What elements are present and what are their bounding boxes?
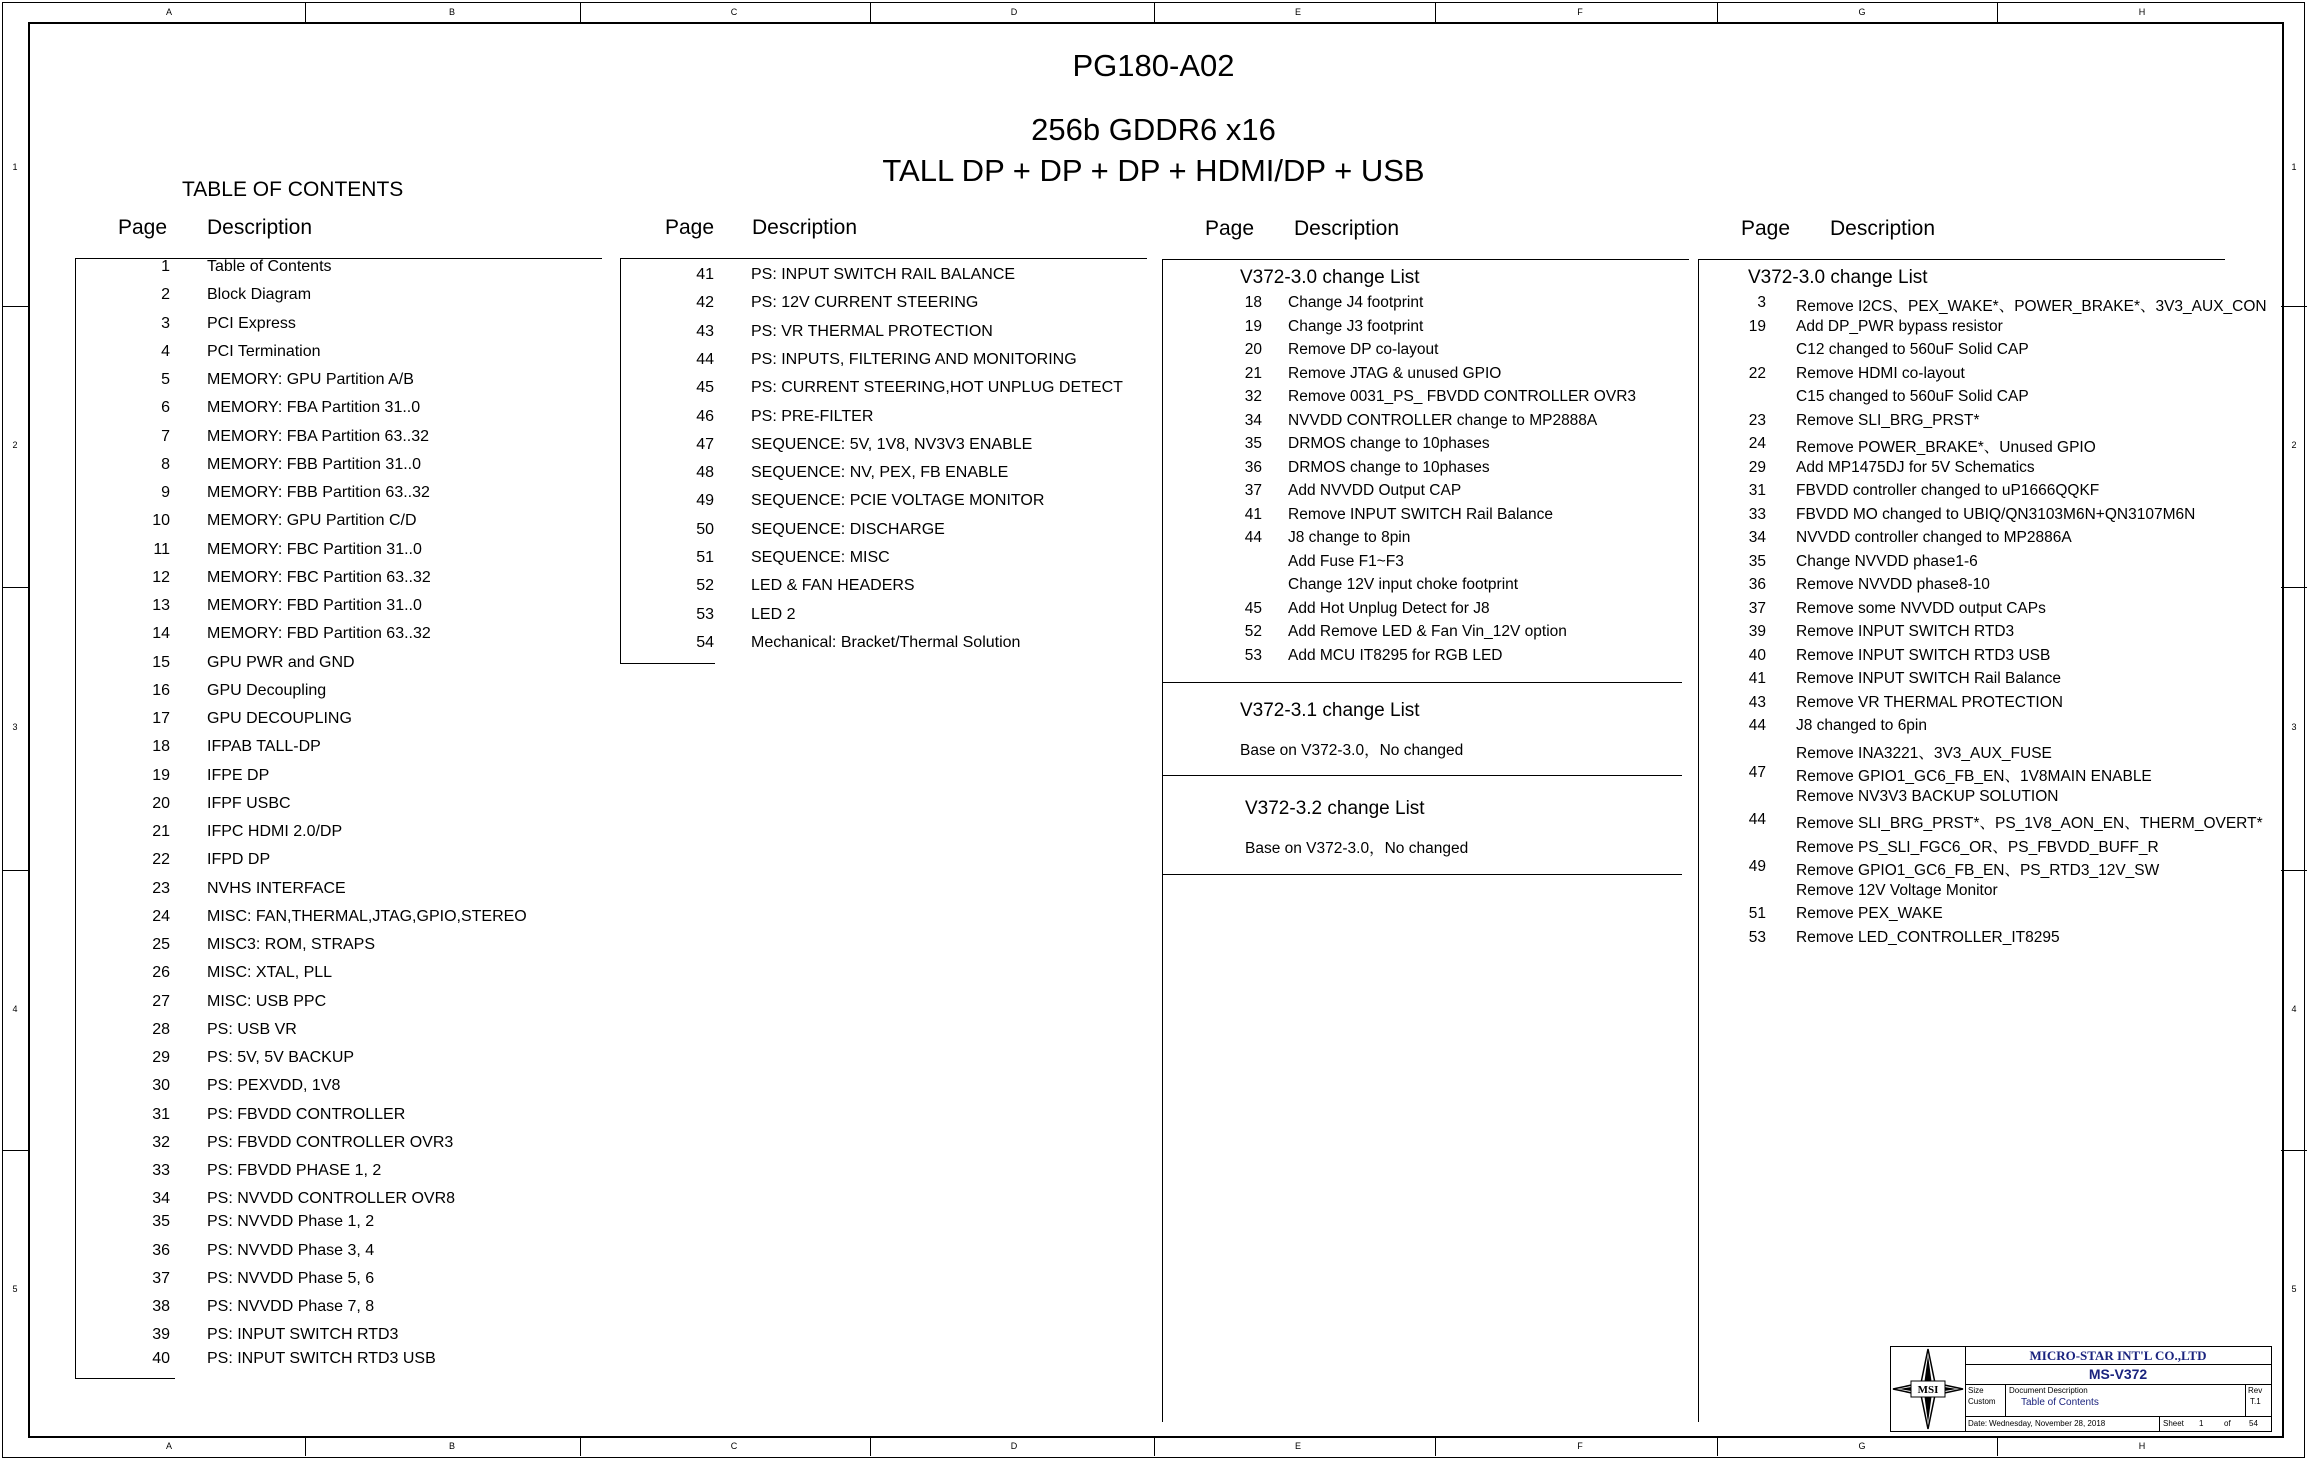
- zone-col-label: F: [1577, 7, 1583, 17]
- page-description: Remove INPUT SWITCH RTD3: [1796, 623, 2015, 640]
- page-number: 41: [696, 266, 714, 283]
- page-description: PS: VR THERMAL PROTECTION: [751, 322, 993, 340]
- page-description: Remove INA3221、3V3_AUX_FUSE: [1796, 744, 2052, 762]
- zone-col-label: G: [1858, 7, 1866, 17]
- page-number: 43: [696, 322, 714, 340]
- page-number: 20: [152, 794, 170, 812]
- of-value: 54: [2249, 1419, 2258, 1428]
- page-description: IFPAB TALL-DP: [207, 738, 321, 756]
- page-number: 11: [153, 540, 170, 558]
- page-number: 17: [152, 710, 170, 727]
- page-description: Change J3 footprint: [1288, 317, 1424, 335]
- page-number: 51: [696, 549, 714, 566]
- page-number: 34: [152, 1190, 170, 1208]
- page-number: 35: [152, 1213, 170, 1230]
- page-number: 47: [1748, 764, 1766, 781]
- page-description: Add MCU IT8295 for RGB LED: [1288, 646, 1503, 664]
- description-header: Description: [1830, 217, 1936, 240]
- zone-markers-right: [2281, 22, 2307, 1434]
- zone-row-label: 5: [12, 1284, 18, 1294]
- change-list-title: V372-3.0 change List: [1748, 267, 1928, 288]
- date-value: Wednesday, November 28, 2018: [1989, 1419, 2106, 1428]
- change-note: Base on V372-3.0，No changed: [1245, 840, 1469, 857]
- page-header: Page: [118, 216, 168, 239]
- page-description: Remove INPUT SWITCH Rail Balance: [1288, 505, 1554, 523]
- page-description: Table of Contents: [207, 258, 332, 275]
- page-number: 44: [1748, 717, 1766, 734]
- page-description: DRMOS change to 10phases: [1288, 435, 1490, 452]
- change-note: Base on V372-3.0，No changed: [1240, 742, 1464, 759]
- page-number: 32: [152, 1133, 170, 1151]
- page-number: 54: [696, 633, 714, 651]
- page-description: MEMORY: FBC Partition 63..32: [207, 568, 431, 586]
- page-description: J8 changed to 6pin: [1796, 717, 1927, 734]
- page-number: 34: [1748, 529, 1766, 546]
- page-number: 44: [696, 350, 714, 368]
- page-description: IFPC HDMI 2.0/DP: [207, 823, 343, 840]
- page-description: PS: FBVDD CONTROLLER: [207, 1105, 406, 1123]
- page-description: Remove NVVDD phase8-10: [1796, 576, 1990, 593]
- page-description: PS: NVVDD Phase 1, 2: [207, 1213, 375, 1230]
- page-number: 10: [152, 512, 170, 530]
- page-number: 7: [161, 427, 170, 445]
- page-number: 23: [152, 879, 170, 897]
- page-description: MISC: USB PPC: [207, 992, 327, 1010]
- zone-row-label: 4: [12, 1004, 18, 1014]
- page-description: Remove NV3V3 BACKUP SOLUTION: [1796, 787, 2059, 805]
- page-number: 50: [696, 520, 714, 538]
- page-number: 29: [152, 1049, 170, 1066]
- change-list-title: V372-3.0 change List: [1240, 267, 1420, 288]
- page-number: 4: [161, 342, 170, 360]
- page-description: MEMORY: FBC Partition 31..0: [207, 540, 422, 558]
- page-description: MEMORY: FBD Partition 63..32: [207, 625, 431, 643]
- page-description: Remove DP co-layout: [1288, 341, 1439, 358]
- logo-text: MSI: [1917, 1384, 1939, 1396]
- description-header: Description: [1294, 217, 1400, 240]
- page-number: 3: [161, 314, 170, 332]
- page-number: 34: [1244, 411, 1262, 429]
- page-description: SEQUENCE: 5V, 1V8, NV3V3 ENABLE: [751, 435, 1033, 453]
- page-number: 43: [1748, 693, 1766, 711]
- page-description: NVVDD CONTROLLER change to MP2888A: [1288, 411, 1598, 429]
- page-description: MEMORY: FBA Partition 31..0: [207, 399, 421, 417]
- page-number: 48: [696, 464, 714, 482]
- page-description: J8 change to 8pin: [1288, 529, 1411, 546]
- page-number: 21: [152, 823, 170, 840]
- page-number: 23: [1748, 411, 1766, 429]
- page-description: Remove PS_SLI_FGC6_OR、PS_FBVDD_BUFF_R: [1796, 838, 2159, 856]
- zone-col-label: D: [1010, 1441, 1018, 1451]
- page-number: 37: [1748, 599, 1766, 617]
- zone-col-label: H: [2138, 1441, 2146, 1451]
- page-number: 22: [152, 851, 170, 869]
- page-description: PS: NVVDD Phase 7, 8: [207, 1298, 375, 1315]
- page-description: LED & FAN HEADERS: [751, 577, 915, 595]
- page-description: PS: 5V, 5V BACKUP: [207, 1049, 355, 1066]
- page-description: NVVDD controller changed to MP2886A: [1796, 529, 2072, 546]
- page-description: PS: USB VR: [207, 1020, 297, 1038]
- msi-logo: [1891, 1347, 1966, 1431]
- page-number: 39: [1748, 623, 1766, 640]
- page-description: Mechanical: Bracket/Thermal Solution: [751, 633, 1021, 651]
- page-number: 1: [161, 258, 170, 275]
- page-description: Remove GPIO1_GC6_FB_EN、1V8MAIN ENABLE: [1796, 768, 2152, 785]
- page-description: GPU DECOUPLING: [207, 710, 352, 727]
- toc-heading: TABLE OF CONTENTS: [182, 178, 404, 201]
- zone-row-label: 3: [2291, 722, 2297, 732]
- page-number: 33: [1748, 505, 1766, 523]
- date-label: Date:: [1968, 1419, 1988, 1428]
- page-description: PS: INPUT SWITCH RTD3 USB: [207, 1350, 436, 1367]
- zone-row-label: 1: [12, 162, 18, 172]
- page-description: Remove GPIO1_GC6_FB_EN、PS_RTD3_12V_SW: [1796, 862, 2160, 879]
- zone-col-label: D: [1010, 7, 1018, 17]
- page-number: 51: [1748, 905, 1766, 922]
- page-description: Add NVVDD Output CAP: [1288, 482, 1462, 499]
- page-number: 25: [152, 936, 170, 953]
- page-description: Change NVVDD phase1-6: [1796, 552, 1978, 570]
- page-number: 12: [152, 568, 170, 586]
- page-description: Change 12V input choke footprint: [1288, 576, 1519, 593]
- page-description: PS: INPUT SWITCH RTD3: [207, 1326, 399, 1343]
- page-description: Add Fuse F1~F3: [1288, 552, 1404, 570]
- zone-col-label: C: [730, 7, 738, 17]
- page-description: Remove JTAG & unused GPIO: [1288, 364, 1502, 382]
- page-number: 18: [152, 738, 170, 756]
- page-description: Remove 12V Voltage Monitor: [1796, 881, 1998, 899]
- page-number: 49: [1748, 858, 1766, 875]
- page-description: Block Diagram: [207, 286, 312, 304]
- zone-markers-left: [2, 22, 28, 1434]
- page-number: 6: [161, 399, 170, 417]
- page-header: Page: [665, 216, 715, 239]
- page-number: 32: [1244, 388, 1262, 405]
- page-number: 52: [1244, 623, 1262, 640]
- page-header: Page: [1741, 217, 1791, 240]
- page-description: Remove LED_CONTROLLER_IT8295: [1796, 928, 2060, 946]
- zone-col-label: E: [1294, 7, 1301, 17]
- zone-col-label: E: [1294, 1441, 1301, 1451]
- zone-col-label: C: [730, 1441, 738, 1451]
- page-description: Remove HDMI co-layout: [1796, 364, 1965, 382]
- page-number: 37: [1244, 482, 1262, 499]
- page-header: Page: [1205, 217, 1255, 240]
- page-description: Remove some NVVDD output CAPs: [1796, 599, 2046, 617]
- page-description: Remove PEX_WAKE: [1796, 905, 1943, 922]
- page-number: 21: [1244, 364, 1262, 382]
- page-number: 31: [1748, 482, 1766, 499]
- zone-row-label: 1: [2291, 162, 2297, 172]
- zone-row-label: 5: [2291, 1284, 2297, 1294]
- page-number: 3: [1757, 294, 1766, 311]
- model-number: MS-V372: [1965, 1364, 2271, 1385]
- page-description: SEQUENCE: NV, PEX, FB ENABLE: [751, 464, 1009, 482]
- page-description: MEMORY: FBB Partition 31..0: [207, 455, 422, 473]
- zone-row-label: 2: [12, 440, 18, 450]
- page-number: 14: [152, 625, 170, 643]
- page-description: Remove INPUT SWITCH RTD3 USB: [1796, 646, 2051, 664]
- page-description: MEMORY: FBD Partition 31..0: [207, 597, 422, 614]
- page-description: SEQUENCE: DISCHARGE: [751, 520, 945, 538]
- page-number: 41: [1748, 670, 1766, 687]
- page-description: Add MP1475DJ for 5V Schematics: [1796, 458, 2035, 476]
- page-description: Change J4 footprint: [1288, 294, 1424, 311]
- zone-row-label: 3: [12, 722, 18, 732]
- page-description: PS: INPUTS, FILTERING AND MONITORING: [751, 350, 1077, 368]
- page-number: 30: [152, 1077, 170, 1095]
- page-description: SEQUENCE: PCIE VOLTAGE MONITOR: [751, 492, 1045, 510]
- page-number: 53: [1748, 928, 1766, 946]
- page-number: 19: [152, 766, 170, 784]
- page-number: 27: [152, 992, 170, 1010]
- zone-row-label: 2: [2291, 440, 2297, 450]
- page-description: MEMORY: GPU Partition C/D: [207, 512, 417, 530]
- document-title: PG180-A02: [1072, 48, 1235, 83]
- page-description: PS: INPUT SWITCH RAIL BALANCE: [751, 266, 1016, 283]
- description-header: Description: [752, 216, 858, 239]
- page-description: IFPD DP: [207, 851, 271, 869]
- page-description: LED 2: [751, 605, 796, 623]
- sheet-label: Sheet: [2163, 1419, 2184, 1428]
- company-name: MICRO-STAR INT'L CO.,LTD: [1965, 1347, 2271, 1365]
- page-description: Add DP_PWR bypass resistor: [1796, 317, 2003, 335]
- page-number: 16: [152, 681, 170, 699]
- zone-col-label: A: [165, 7, 172, 17]
- page-number: 33: [152, 1162, 170, 1179]
- rev-value: T.1: [2250, 1397, 2261, 1406]
- page-number: 36: [1748, 576, 1766, 593]
- page-description: GPU Decoupling: [207, 681, 327, 699]
- page-description: PCI Express: [207, 314, 296, 332]
- description-header: Description: [207, 216, 313, 239]
- zone-col-label: B: [448, 7, 455, 17]
- zone-col-label: A: [165, 1441, 172, 1451]
- page-number: 40: [152, 1350, 170, 1367]
- page-number: 31: [152, 1105, 170, 1123]
- page-description: Remove SLI_BRG_PRST*、PS_1V8_AON_EN、THERM_OVERT*: [1796, 815, 2263, 832]
- page-number: 13: [152, 597, 170, 614]
- rev-label: Rev: [2248, 1386, 2263, 1395]
- page-description: PS: NVVDD Phase 5, 6: [207, 1270, 375, 1287]
- page-number: 40: [1748, 646, 1766, 664]
- zone-col-label: G: [1858, 1441, 1866, 1451]
- connector-config: TALL DP + DP + DP + HDMI/DP + USB: [882, 153, 1425, 188]
- page-number: 19: [1244, 317, 1262, 335]
- page-description: MISC: FAN,THERMAL,JTAG,GPIO,STEREO: [207, 907, 527, 925]
- page-number: 24: [1748, 435, 1766, 452]
- change-list-title: V372-3.1 change List: [1240, 700, 1420, 721]
- page-description: NVHS INTERFACE: [207, 879, 346, 897]
- page-description: FBVDD controller changed to uP1666QQKF: [1796, 482, 2100, 499]
- page-number: 20: [1244, 341, 1262, 358]
- page-description: PS: PRE-FILTER: [751, 407, 874, 425]
- page-description: MEMORY: FBA Partition 63..32: [207, 427, 430, 445]
- page-number: 24: [152, 907, 170, 925]
- page-number: 36: [152, 1242, 170, 1259]
- page-description: Remove INPUT SWITCH Rail Balance: [1796, 670, 2062, 687]
- zone-col-label: H: [2138, 7, 2146, 17]
- page-description: MEMORY: FBB Partition 63..32: [207, 484, 430, 501]
- page-description: PS: CURRENT STEERING,HOT UNPLUG DETECT: [751, 379, 1123, 397]
- size-value: Custom: [1968, 1397, 1996, 1406]
- page-description: IFPE DP: [207, 766, 270, 784]
- page-number: 8: [161, 455, 170, 473]
- page-number: 28: [152, 1020, 170, 1038]
- page-number: 5: [161, 371, 170, 388]
- page-description: PS: PEXVDD, 1V8: [207, 1077, 341, 1095]
- page-description: MEMORY: GPU Partition A/B: [207, 371, 414, 388]
- page-description: PS: 12V CURRENT STEERING: [751, 294, 979, 312]
- page-description: IFPF USBC: [207, 794, 291, 812]
- page-number: 42: [696, 294, 714, 312]
- page-description: FBVDD MO changed to UBIQ/QN3103M6N+QN3107M6N: [1796, 505, 2196, 523]
- page-number: 44: [1748, 811, 1766, 828]
- page-number: 44: [1244, 529, 1262, 546]
- zone-col-label: B: [448, 1441, 455, 1451]
- page-number: 49: [696, 492, 714, 510]
- memory-config: 256b GDDR6 x16: [1031, 112, 1276, 147]
- zone-row-label: 4: [2291, 1004, 2297, 1014]
- doc-value: Table of Contents: [2021, 1397, 2099, 1408]
- doc-label: Document Description: [2009, 1386, 2088, 1395]
- page-description: SEQUENCE: MISC: [751, 549, 890, 566]
- page-number: 45: [1244, 599, 1262, 617]
- page-number: 37: [152, 1270, 170, 1287]
- page-number: 26: [152, 964, 170, 982]
- page-description: Add Hot Unplug Detect for J8: [1288, 599, 1490, 617]
- page-number: 53: [696, 605, 714, 623]
- page-number: 36: [1244, 458, 1262, 476]
- page-number: 53: [1244, 646, 1262, 664]
- page-description: Remove SLI_BRG_PRST*: [1796, 411, 1980, 429]
- page-description: Remove POWER_BRAKE*、Unused GPIO: [1796, 439, 2096, 456]
- change-list-title: V372-3.2 change List: [1245, 798, 1425, 819]
- zone-col-label: F: [1577, 1441, 1583, 1451]
- page-description: Add Remove LED & Fan Vin_12V option: [1288, 623, 1567, 640]
- page-number: 15: [152, 653, 170, 671]
- zone-markers-bottom: [2, 1436, 2305, 1456]
- page-number: 39: [152, 1326, 170, 1343]
- page-description: MISC: XTAL, PLL: [207, 964, 333, 982]
- page-description: Remove VR THERMAL PROTECTION: [1796, 693, 2063, 711]
- page-description: PCI Termination: [207, 342, 321, 360]
- page-description: PS: NVVDD Phase 3, 4: [207, 1242, 375, 1259]
- zone-markers-top: [2, 2, 2305, 22]
- page-number: 19: [1748, 317, 1766, 335]
- page-number: 22: [1748, 364, 1766, 382]
- page-number: 52: [696, 577, 714, 595]
- page-description: PS: FBVDD PHASE 1, 2: [207, 1162, 382, 1179]
- page-description: DRMOS change to 10phases: [1288, 458, 1490, 476]
- page-number: 9: [161, 484, 170, 501]
- page-number: 29: [1748, 458, 1766, 476]
- of-label: of: [2224, 1419, 2231, 1428]
- page-description: C15 changed to 560uF Solid CAP: [1796, 388, 2029, 405]
- page-number: 18: [1244, 294, 1262, 311]
- page-number: 41: [1244, 505, 1262, 523]
- size-label: Size: [1968, 1386, 1984, 1395]
- page-description: PS: FBVDD CONTROLLER OVR3: [207, 1133, 454, 1151]
- page-number: 2: [161, 286, 170, 304]
- page-number: 38: [152, 1298, 170, 1315]
- page-number: 47: [696, 435, 714, 453]
- title-block: [1890, 1346, 2272, 1432]
- page-number: 35: [1748, 552, 1766, 570]
- page-description: MISC3: ROM, STRAPS: [207, 936, 376, 953]
- sheet-value: 1: [2199, 1419, 2204, 1428]
- page-description: Remove I2CS、PEX_WAKE*、POWER_BRAKE*、3V3_AUX_CON: [1796, 298, 2267, 315]
- page-number: 46: [696, 407, 714, 425]
- page-description: Remove 0031_PS_ FBVDD CONTROLLER OVR3: [1288, 388, 1637, 405]
- page-number: 45: [696, 379, 714, 397]
- page-description: C12 changed to 560uF Solid CAP: [1796, 341, 2029, 358]
- page-description: PS: NVVDD CONTROLLER OVR8: [207, 1190, 456, 1208]
- page-number: 35: [1244, 435, 1262, 452]
- page-description: GPU PWR and GND: [207, 653, 355, 671]
